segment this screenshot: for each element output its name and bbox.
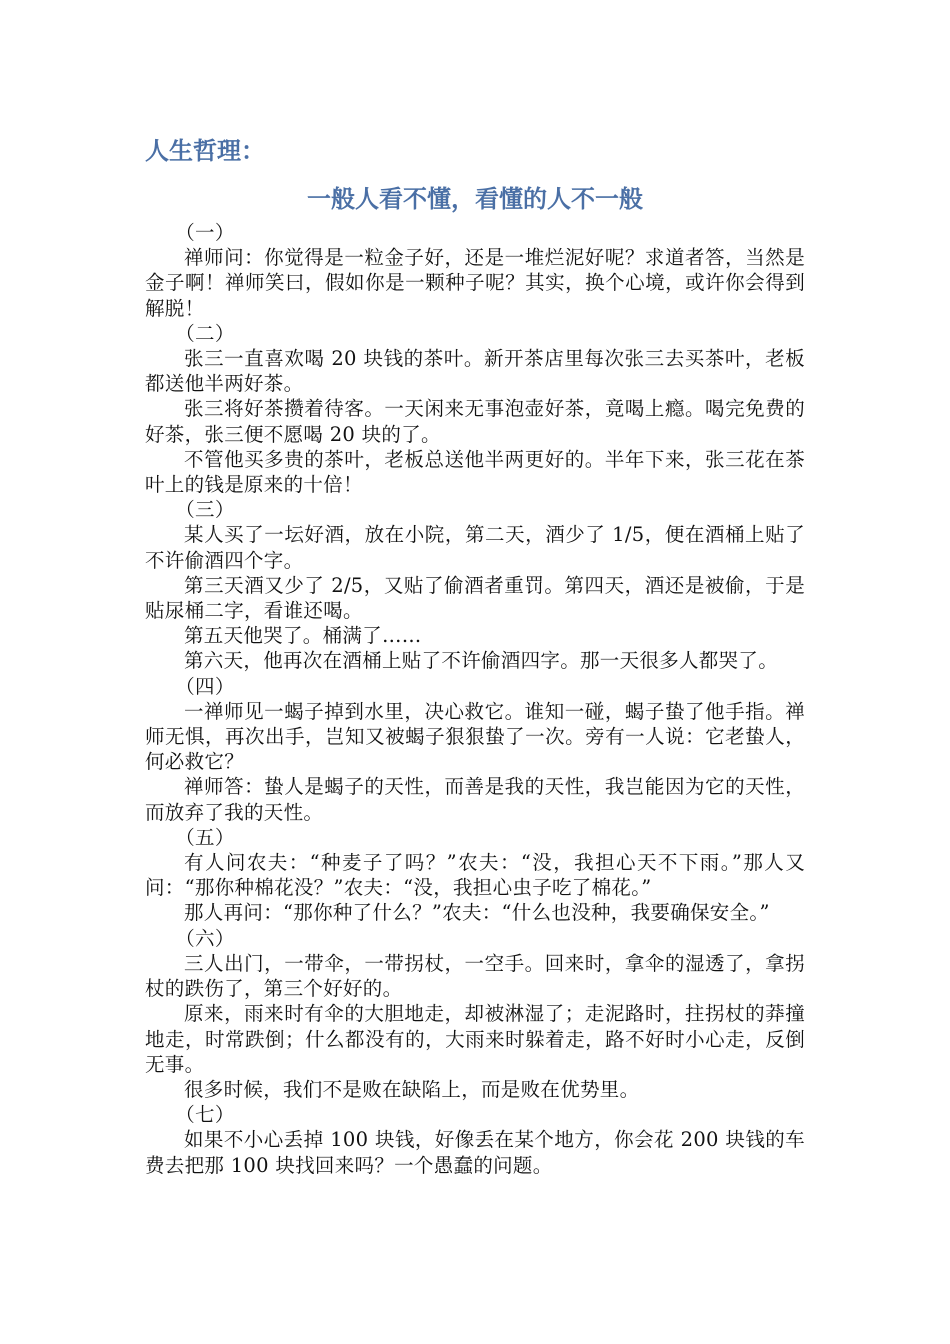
section-2-paragraph-1: 张三一直喜欢喝 20 块钱的茶叶。新开茶店里每次张三去买茶叶，老板都送他半两好茶。 — [145, 347, 805, 396]
section-3-paragraph-1: 某人买了一坛好酒，放在小院，第二天，酒少了 1/5，便在酒桶上贴了不许偷酒四个字。 — [145, 523, 805, 572]
section-label-4: （四） — [175, 674, 235, 698]
section-1-paragraph-1: 禅师问：你觉得是一粒金子好，还是一堆烂泥好呢？求道者答，当然是金子啊！禅师笑曰，假如你是一颗种子呢？其实，换个心境，或许你会得到解脱！ — [145, 246, 805, 320]
section-7-paragraph-1: 如果不小心丢掉 100 块钱，好像丢在某个地方，你会花 200 块钱的车费去把那 100 块找回来吗？一个愚蠢的问题。 — [145, 1128, 805, 1177]
section-5-paragraph-2: 那人再问：“那你种了什么？”农夫：“什么也没种，我要确保安全。” — [184, 901, 770, 925]
section-label-2: （二） — [175, 321, 235, 345]
section-label-6: （六） — [175, 926, 235, 950]
section-2-paragraph-2: 张三将好茶攒着待客。一天闲来无事泡壶好茶，竟喝上瘾。喝完免费的好茶，张三便不愿喝 20 块的了。 — [145, 397, 805, 446]
section-6-paragraph-3: 很多时候，我们不是败在缺陷上，而是败在优势里。 — [184, 1077, 640, 1101]
section-3-paragraph-3: 第五天他哭了。桶满了…… — [184, 624, 422, 648]
section-4-paragraph-1: 一禅师见一蝎子掉到水里，决心救它。谁知一碰，蝎子蛰了他手指。禅师无惧，再次出手，岂知又被蝎子狠狠蛰了一次。旁有一人说：它老蛰人，何必救它？ — [145, 699, 805, 774]
section-5-paragraph-1: 有人问农夫：“种麦子了吗？”农夫：“没，我担心天不下雨。”那人又问：“那你种棉花没？”农夫：“没，我担心虫子吃了棉花。” — [145, 851, 805, 900]
section-label-5: （五） — [175, 825, 235, 849]
section-label-3: （三） — [175, 498, 235, 522]
section-6-paragraph-1: 三人出门，一带伞，一带拐杖，一空手。回来时，拿伞的湿透了，拿拐杖的跌伤了，第三个好好的。 — [145, 951, 805, 1001]
section-4-paragraph-2: 禅师答：蛰人是蝎子的天性，而善是我的天性，我岂能因为它的天性，而放弃了我的天性。 — [145, 775, 805, 824]
section-6-paragraph-2: 原来，雨来时有伞的大胆地走，却被淋湿了；走泥路时，拄拐杖的莽撞地走，时常跌倒；什么都没有的，大雨来时躲着走，路不好时小心走，反倒无事。 — [145, 1002, 805, 1076]
section-3-paragraph-4: 第六天，他再次在酒桶上贴了不许偷酒四字。那一天很多人都哭了。 — [184, 649, 779, 673]
document-body — [145, 220, 805, 1178]
section-label-7: （七） — [175, 1103, 235, 1127]
section-label-1: （一） — [175, 221, 235, 244]
section-2-paragraph-3: 不管他买多贵的茶叶，老板总送他半两更好的。半年下来，张三花在茶叶上的钱是原来的十倍！ — [145, 447, 805, 497]
document-heading: 人生哲理： — [145, 137, 265, 165]
section-3-paragraph-2: 第三天酒又少了 2/5，又贴了偷酒者重罚。第四天，酒还是被偷，于是贴尿桶二字，看谁还喝。 — [145, 573, 805, 623]
document-title: 一般人看不懂，看懂的人不一般 — [307, 185, 643, 213]
